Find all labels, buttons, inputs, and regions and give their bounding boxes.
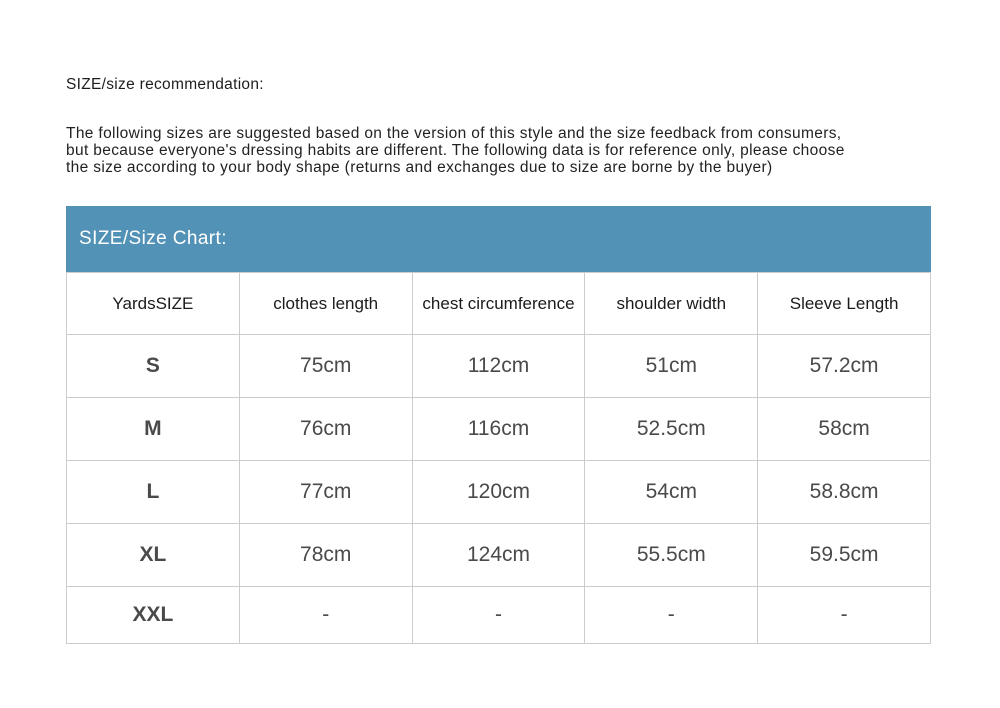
clothes-length-cell: 77cm <box>239 461 412 524</box>
table-row-l <box>67 461 931 524</box>
size-cell: M <box>67 398 240 461</box>
column-header-yards-size: YardsSIZE <box>67 273 240 335</box>
chest-circumference-cell: 116cm <box>412 398 585 461</box>
sleeve-length-cell: - <box>758 587 931 644</box>
clothes-length-cell: - <box>239 587 412 644</box>
content-area <box>66 0 932 644</box>
page-title: SIZE/size recommendation: <box>66 76 264 93</box>
description-line: The following sizes are suggested based on the version of this style and the size feedback from consumers, <box>66 124 842 142</box>
size-recommendation-text <box>66 125 932 177</box>
chest-circumference-cell: 112cm <box>412 335 585 398</box>
sleeve-length-cell: 58cm <box>758 398 931 461</box>
size-cell: S <box>67 335 240 398</box>
shoulder-width-cell: 55.5cm <box>585 524 758 587</box>
table-row-xl <box>67 524 931 587</box>
column-header-clothes-length: clothes length <box>239 273 412 335</box>
chest-circumference-cell: - <box>412 587 585 644</box>
size-cell: XXL <box>67 587 240 644</box>
column-header-shoulder-width: shoulder width <box>585 273 758 335</box>
chest-circumference-cell: 124cm <box>412 524 585 587</box>
table-row-s <box>67 335 931 398</box>
shoulder-width-cell: 54cm <box>585 461 758 524</box>
sleeve-length-cell: 59.5cm <box>758 524 931 587</box>
shoulder-width-cell: 51cm <box>585 335 758 398</box>
chest-circumference-cell: 120cm <box>412 461 585 524</box>
size-chart-table <box>66 272 931 644</box>
size-cell: L <box>67 461 240 524</box>
description-line: the size according to your body shape (returns and exchanges due to size are borne by the buyer) <box>66 159 773 177</box>
clothes-length-cell: 76cm <box>239 398 412 461</box>
table-row-xxl <box>67 587 931 644</box>
clothes-length-cell: 78cm <box>239 524 412 587</box>
column-header-sleeve-length: Sleeve Length <box>758 273 931 335</box>
table-header-row <box>67 273 931 335</box>
sleeve-length-cell: 57.2cm <box>758 335 931 398</box>
column-header-chest-circumference: chest circumference <box>412 273 585 335</box>
size-chart-banner <box>66 206 931 272</box>
shoulder-width-cell: - <box>585 587 758 644</box>
size-chart-banner-title: SIZE/Size Chart: <box>79 228 227 250</box>
clothes-length-cell: 75cm <box>239 335 412 398</box>
shoulder-width-cell: 52.5cm <box>585 398 758 461</box>
table-row-m <box>67 398 931 461</box>
description-line: but because everyone's dressing habits are different. The following data is for reference only, please choose <box>66 141 845 159</box>
size-cell: XL <box>67 524 240 587</box>
sleeve-length-cell: 58.8cm <box>758 461 931 524</box>
